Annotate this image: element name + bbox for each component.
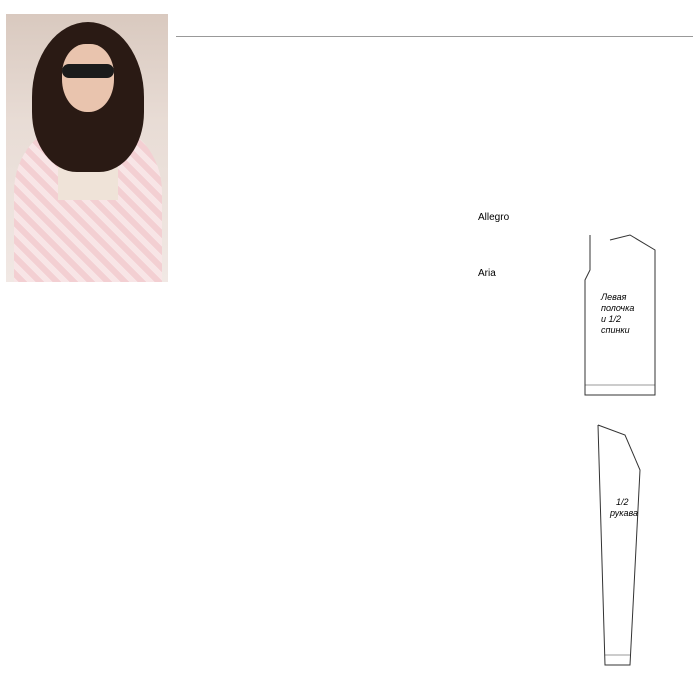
front-label: Левая полочка и 1/2 спинки [601,292,635,335]
knitting-chart [350,188,530,308]
sleeve-pattern [550,410,690,680]
yarn-allegro: Allegro [478,212,510,223]
sunglasses [62,64,114,78]
front-pattern [535,210,695,410]
yarn-aria: Aria [478,268,496,279]
sleeve-label: 1/2 рукава [610,497,638,518]
model-photo [6,14,168,282]
title-rule [176,36,693,37]
